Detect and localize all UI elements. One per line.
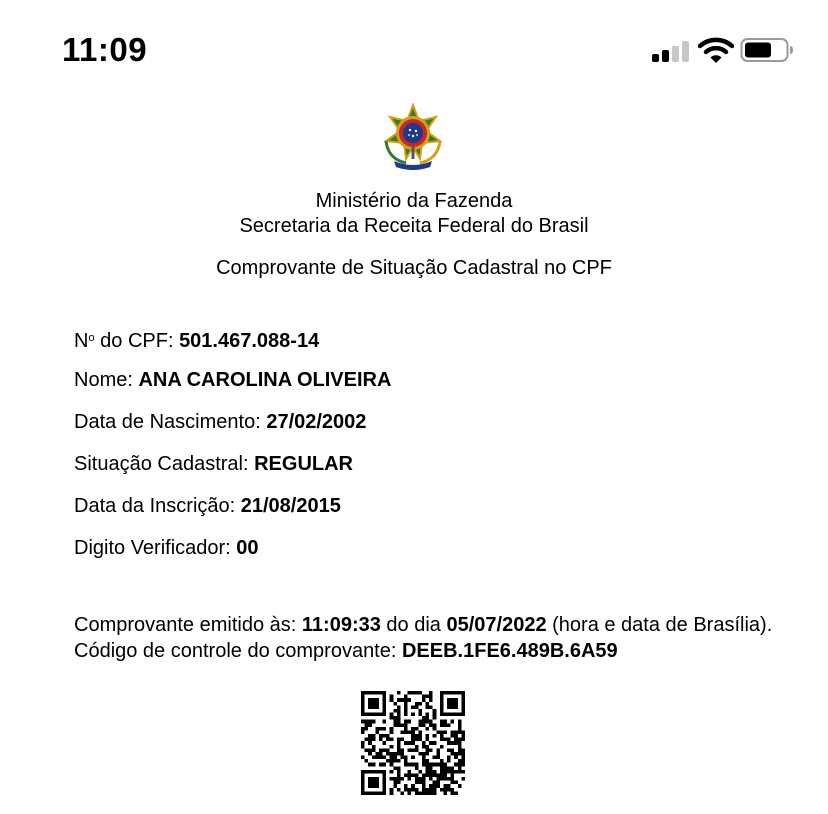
field-inscricao-value: 21/08/2015: [240, 495, 341, 517]
battery-icon: [740, 37, 794, 63]
emission-line: [74, 612, 824, 638]
control-code-line: [74, 638, 824, 664]
field-nome-value: ANA CAROLINA OLIVEIRA: [138, 369, 392, 391]
field-situacao-value: REGULAR: [254, 453, 353, 475]
field-cpf-label-suffix: do CPF:: [94, 330, 180, 352]
field-cpf-label-sup: o: [88, 332, 95, 344]
wifi-icon: [698, 36, 734, 64]
field-situacao-label: Situação Cadastral:: [74, 453, 255, 475]
field-nome: [74, 368, 814, 410]
field-nascimento-value: 27/02/2002: [266, 411, 367, 433]
field-cpf-label-prefix: N: [74, 330, 89, 352]
field-nascimento: [74, 410, 814, 452]
field-cpf: [74, 326, 814, 368]
status-bar: [0, 0, 828, 100]
qr-code-icon: [361, 691, 465, 795]
field-situacao: [74, 452, 814, 494]
emitted-time: 11:09:33: [301, 614, 381, 636]
field-inscricao: [74, 494, 814, 536]
field-nome-label: Nome:: [74, 369, 139, 391]
ministry-name: Ministério da Fazenda: [315, 190, 513, 212]
field-digito-value: 00: [236, 537, 259, 559]
control-code: DEEB.1FE6.489B.6A59: [401, 640, 618, 662]
emitted-prefix: Comprovante emitido às:: [74, 614, 302, 636]
cpf-fields: [74, 326, 814, 578]
receipt-footer: [74, 612, 824, 664]
field-cpf-value: 501.467.088-14: [179, 330, 320, 352]
field-nascimento-label: Data de Nascimento:: [74, 411, 267, 433]
status-time: 11:09: [62, 31, 148, 68]
brazil-coat-of-arms-icon: [380, 103, 446, 171]
field-digito: [74, 536, 814, 578]
control-label: Código de controle do comprovante:: [74, 640, 402, 662]
emitted-date: 05/07/2022: [446, 614, 547, 636]
field-inscricao-label: Data da Inscrição:: [74, 495, 241, 517]
header-block: [0, 189, 828, 239]
secretariat-name: Secretaria da Receita Federal do Brasil: [239, 215, 589, 237]
document-title: Comprovante de Situação Cadastral no CPF: [216, 257, 612, 279]
cellular-signal-icon: [652, 40, 690, 62]
emitted-suffix: (hora e data de Brasília).: [546, 614, 773, 636]
emitted-mid: do dia: [380, 614, 447, 636]
field-digito-label: Digito Verificador:: [74, 537, 237, 559]
